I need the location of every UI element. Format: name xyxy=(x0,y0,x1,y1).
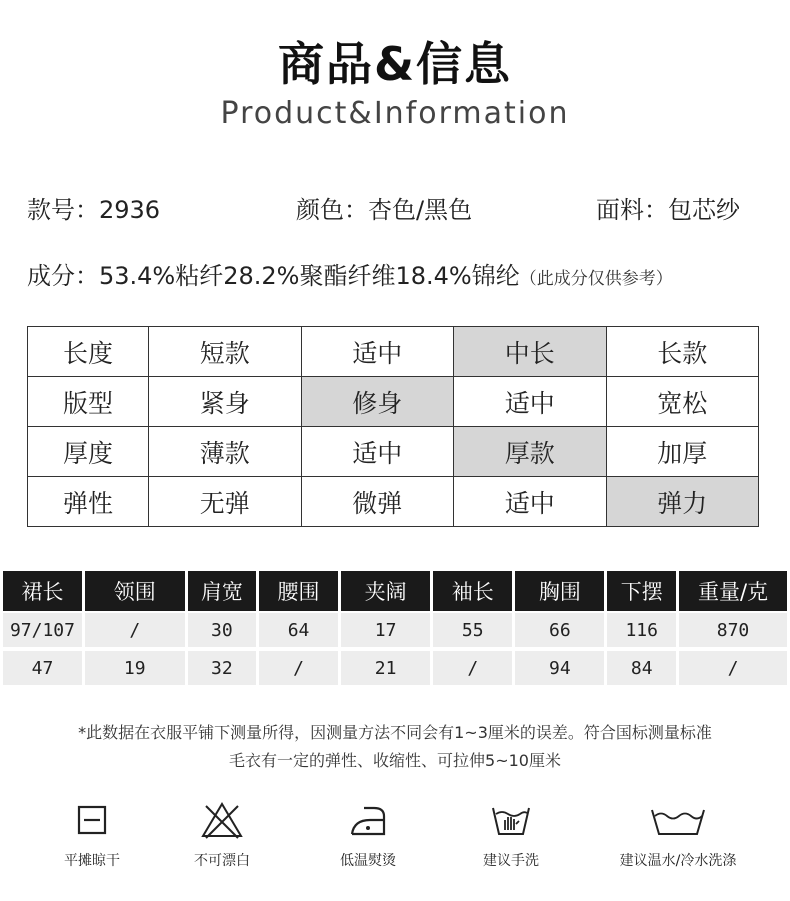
size-header-cell: 重量/克 xyxy=(679,571,787,611)
composition-line xyxy=(27,256,673,291)
no-bleach-icon xyxy=(200,800,244,840)
size-cell: 116 xyxy=(607,611,676,647)
attribute-option-selected: 厚款 xyxy=(454,427,607,477)
attribute-row xyxy=(28,377,759,427)
size-header-cell: 腰围 xyxy=(259,571,338,611)
care-item-flat-dry xyxy=(22,800,162,870)
size-cell: 30 xyxy=(188,611,257,647)
attribute-option: 微弹 xyxy=(301,477,454,527)
size-cell: 32 xyxy=(188,647,257,685)
attribute-label: 长度 xyxy=(28,327,149,377)
size-cell: 55 xyxy=(433,611,512,647)
size-cell: 97/107 xyxy=(3,611,82,647)
attribute-option: 适中 xyxy=(301,427,454,477)
attribute-label: 版型 xyxy=(28,377,149,427)
size-header-cell: 领围 xyxy=(85,571,185,611)
attribute-option-selected: 中长 xyxy=(454,327,607,377)
care-label: 低温熨烫 xyxy=(340,853,396,869)
care-item-hand-wash xyxy=(441,800,581,870)
style-number: 款号：2936 xyxy=(27,196,161,224)
attribute-option: 长款 xyxy=(606,327,759,377)
attribute-option: 适中 xyxy=(454,377,607,427)
low-iron-icon xyxy=(346,800,390,840)
page-subtitle: Product&Information xyxy=(220,96,570,131)
flat-dry-icon xyxy=(72,800,112,840)
care-item-warm-wash xyxy=(606,800,750,870)
size-cell: / xyxy=(85,611,185,647)
size-cell: 66 xyxy=(515,611,604,647)
attribute-option-selected: 修身 xyxy=(301,377,454,427)
attribute-label: 弹性 xyxy=(28,477,149,527)
table-row xyxy=(3,647,787,685)
attribute-option: 加厚 xyxy=(606,427,759,477)
size-header-cell: 袖长 xyxy=(433,571,512,611)
size-cell: 870 xyxy=(679,611,787,647)
size-cell: 17 xyxy=(341,611,430,647)
size-cell: / xyxy=(433,647,512,685)
warm-wash-icon xyxy=(649,800,707,840)
table-row xyxy=(3,611,787,647)
size-header-cell: 肩宽 xyxy=(188,571,257,611)
page-title: 商品&信息 xyxy=(277,37,513,91)
attribute-option: 紧身 xyxy=(149,377,302,427)
attribute-option: 宽松 xyxy=(606,377,759,427)
color-info: 颜色：杏色/黑色 xyxy=(296,196,473,224)
care-label: 不可漂白 xyxy=(194,853,250,869)
attribute-option: 短款 xyxy=(149,327,302,377)
size-cell: 94 xyxy=(515,647,604,685)
size-table xyxy=(0,571,790,685)
attribute-row xyxy=(28,477,759,527)
care-item-low-iron xyxy=(298,800,438,870)
size-cell: / xyxy=(259,647,338,685)
hand-wash-icon xyxy=(489,800,533,840)
attribute-option: 适中 xyxy=(454,477,607,527)
fabric-info: 面料：包芯纱 xyxy=(596,196,740,224)
size-cell: 47 xyxy=(3,647,82,685)
care-label: 建议温水/冷水洗涤 xyxy=(619,853,737,869)
elasticity-note: 毛衣有一定的弹性、收缩性、可拉伸5~10厘米 xyxy=(229,751,561,770)
composition-note: （此成分仅供参考） xyxy=(519,269,673,289)
measurement-note: *此数据在衣服平铺下测量所得，因测量方法不同会有1~3厘米的误差。符合国标测量标准 xyxy=(78,723,712,742)
size-cell: 21 xyxy=(341,647,430,685)
composition-text: 成分：53.4%粘纤28.2%聚酯纤维18.4%锦纶 xyxy=(27,262,520,290)
size-cell: 19 xyxy=(85,647,185,685)
size-header-cell: 下摆 xyxy=(607,571,676,611)
attribute-table xyxy=(27,326,759,527)
attribute-row xyxy=(28,327,759,377)
care-item-no-bleach xyxy=(152,800,292,870)
size-header-cell: 裙长 xyxy=(3,571,82,611)
size-cell: / xyxy=(679,647,787,685)
attribute-option: 适中 xyxy=(301,327,454,377)
size-cell: 84 xyxy=(607,647,676,685)
attribute-option: 薄款 xyxy=(149,427,302,477)
attribute-option-selected: 弹力 xyxy=(606,477,759,527)
size-cell: 64 xyxy=(259,611,338,647)
attribute-row xyxy=(28,427,759,477)
care-label: 建议手洗 xyxy=(483,853,539,869)
care-label: 平摊晾干 xyxy=(64,853,120,869)
size-header-cell: 胸围 xyxy=(515,571,604,611)
attribute-option: 无弹 xyxy=(149,477,302,527)
attribute-label: 厚度 xyxy=(28,427,149,477)
size-header-cell: 夹阔 xyxy=(341,571,430,611)
